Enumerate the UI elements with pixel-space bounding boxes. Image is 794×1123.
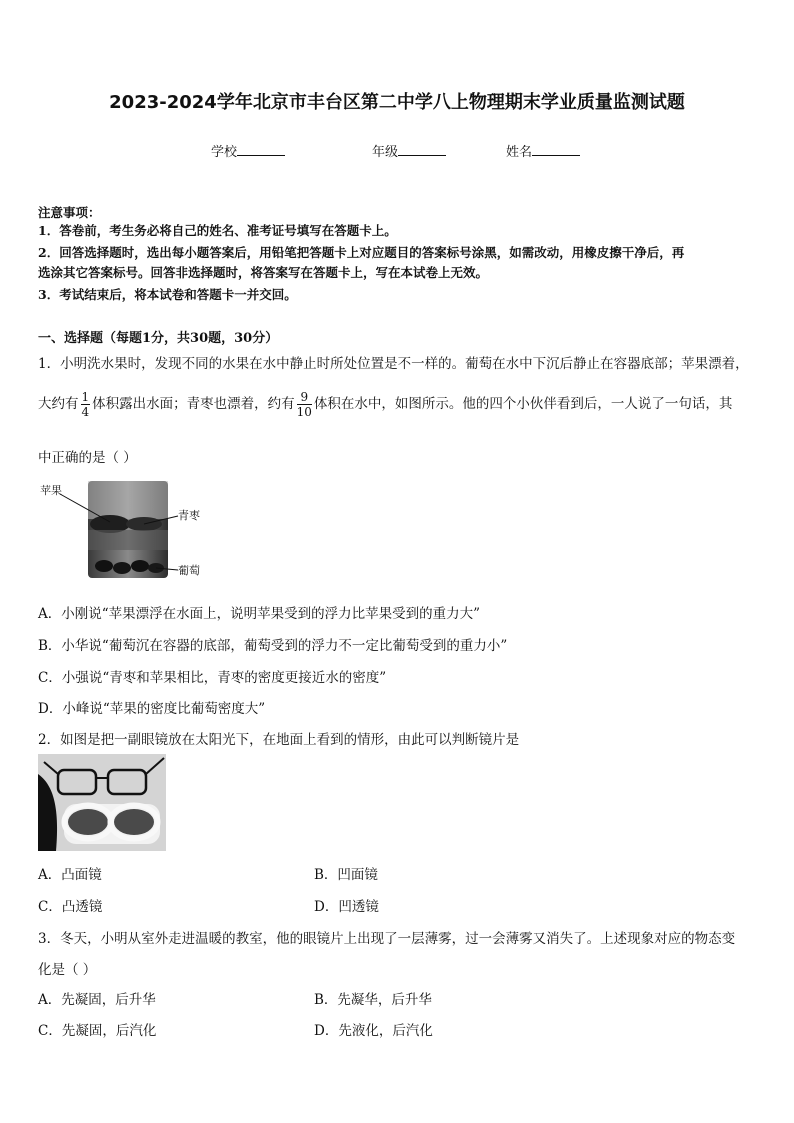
q2-option-c: C．凸透镜 — [38, 899, 103, 915]
note-item: 1．答卷前，考生务必将自己的姓名、准考证号填写在答题卡上。 — [38, 223, 397, 238]
q1-option-c: C．小强说“青枣和苹果相比，青枣的密度更接近水的密度” — [38, 670, 387, 686]
q1-line3: 中正确的是（ ） — [38, 450, 137, 466]
note-item: 选涂其它答案标号。回答非选择题时，将答案写在答题卡上，写在本试卷上无效。 — [38, 265, 489, 280]
apple-label: 苹果 — [40, 484, 62, 497]
q1-line2 — [38, 390, 760, 419]
jujube-label: 青枣 — [178, 509, 200, 522]
grade-blank — [398, 143, 446, 156]
note-item: 2．回答选择题时，选出每小题答案后，用铅笔把答题卡上对应题目的答案标号涂黑，如需改动，用橡皮擦干净后，再 — [38, 245, 685, 260]
q1-text-b: 体积露出水面；青枣也漂着，约有 — [92, 396, 295, 412]
q3-option-d: D．先液化，后汽化 — [314, 1023, 433, 1039]
grape-icon — [95, 560, 113, 572]
page-title: 2023-2024学年北京市丰台区第二中学八上物理期末学业质量监测试题 — [109, 92, 685, 113]
school-label: 学校 — [211, 145, 238, 160]
q3-option-c: C．先凝固，后汽化 — [38, 1023, 157, 1039]
q1-text-c: 体积在水中，如图所示。他的四个小伙伴看到后，一人说了一句话，其 — [313, 396, 733, 412]
q3-line2: 化是（ ） — [38, 962, 97, 978]
q3-line1: 3．冬天，小明从室外走进温暖的教室，他的眼镜片上出现了一层薄雾，过一会薄雾又消失了。上述现象对应的物态变 — [38, 931, 736, 947]
q1-text-a: 大约有 — [38, 396, 79, 412]
q3-option-a: A．先凝固，后升华 — [38, 992, 156, 1008]
q2-text: 2．如图是把一副眼镜放在太阳光下，在地面上看到的情形，由此可以判断镜片是 — [38, 732, 520, 748]
q2-option-b: B．凹面镜 — [314, 867, 378, 883]
q3-option-b: B．先凝华，后升华 — [314, 992, 432, 1008]
name-label: 姓名 — [506, 145, 533, 160]
q1-option-b: B．小华说“葡萄沉在容器的底部，葡萄受到的浮力不一定比葡萄受到的重力小” — [38, 638, 508, 654]
grape-label: 葡萄 — [178, 564, 200, 577]
q1-option-a: A．小刚说“苹果漂浮在水面上，说明苹果受到的浮力比苹果受到的重力大” — [38, 606, 481, 622]
q2-option-d: D．凹透镜 — [314, 899, 379, 915]
q1-line1: 1．小明洗水果时，发现不同的水果在水中静止时所处位置是不一样的。葡萄在水中下沉后静止在容器底部；苹果漂着， — [38, 356, 749, 372]
grade-label: 年级 — [372, 145, 399, 160]
name-field — [506, 141, 580, 160]
fruit-container-figure — [38, 478, 218, 582]
notes-title: 注意事项： — [38, 205, 101, 220]
q2-option-a: A．凸面镜 — [38, 867, 102, 883]
grade-field — [372, 141, 446, 160]
glasses-sunlight-photo — [38, 754, 166, 851]
school-field — [211, 141, 285, 160]
name-blank — [532, 143, 580, 156]
fraction-nine-tenths: $\frac{9}{10}$ — [296, 390, 312, 419]
section-heading: 一、选择题（每题1分，共30题，30分） — [38, 331, 279, 346]
school-blank — [237, 143, 285, 156]
fraction-one-quarter: $\frac{1}{4}$ — [81, 390, 90, 419]
q1-option-d: D．小峰说“苹果的密度比葡萄密度大” — [38, 701, 266, 717]
note-item: 3．考试结束后，将本试卷和答题卡一并交回。 — [38, 287, 297, 302]
